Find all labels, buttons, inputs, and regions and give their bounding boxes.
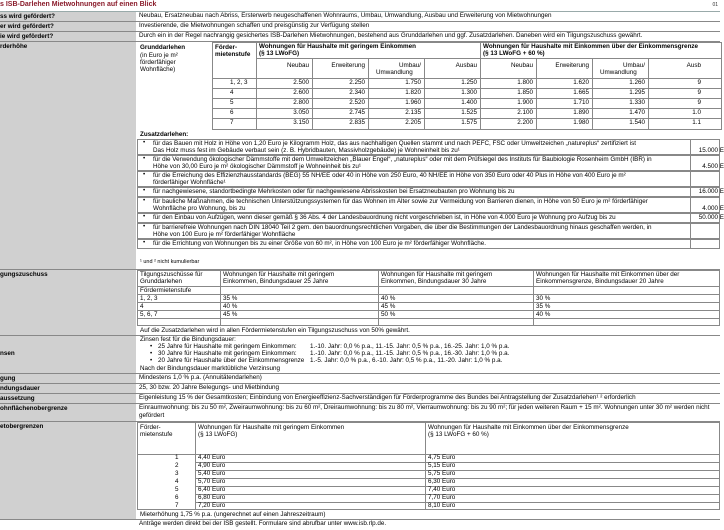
zinsen-item-value: 1.-5. Jahr: 0,0 % p.a., 6.-10. Jahr: 0,5 % p.a., 11.-20. Jahr: 1,0 % p.a. — [310, 357, 503, 364]
table-cell: 1.250 — [461, 79, 477, 86]
bullet: • — [143, 139, 146, 146]
stufe-header: Förder- — [215, 44, 238, 51]
row-label: gung — [0, 374, 136, 383]
table-cell: 1.1 — [692, 119, 701, 126]
table-cell: 5,15 Euro — [428, 462, 456, 469]
row-label: ss wird gefördert? — [0, 12, 136, 21]
table-cell: 4,40 Euro — [198, 454, 226, 461]
table-cell: 45 % — [381, 303, 396, 310]
row-label: ie wird gefördert? — [0, 32, 136, 41]
row-was — [0, 12, 720, 22]
table-cell: 40 % — [536, 311, 551, 318]
group2-header: Wohnungen für Haushalte mit Einkommen über der Einkommensgrenze — [483, 43, 699, 50]
bullet: • — [143, 223, 146, 230]
footnote: ¹ und ² nicht kumulierbar — [140, 259, 200, 265]
row-divider — [195, 470, 720, 471]
table-cell: 6,30 Euro — [428, 478, 456, 485]
zusatz-item-text: für die Errichtung von Wohnungen bis zu einer Größe von 60 m², in Höhe von 100 Euro je m² förderfähiger Wohnfläche. — [153, 240, 486, 247]
row-label: er wird gefördert? — [0, 22, 136, 31]
table-cell: 2.340 — [349, 89, 365, 96]
table-cell: 1, 2, 3 — [230, 79, 248, 86]
row-value: Durch ein in der Regel nachrangig gesichertes ISB-Darlehen Mietwohnungen, bestehend aus Grunddarlehen und ggf. Zusatzdarlehen. Daneben wird ein Tilgungszuschuss gewährt. — [139, 32, 643, 39]
row-tilgung — [0, 374, 720, 384]
grunddarlehen-title: Grunddarlehen — [140, 44, 186, 51]
bullet: • — [143, 197, 146, 204]
table-cell: 7,20 Euro — [198, 502, 226, 509]
zusatz-item-text: für bauliche Maßnahmen, die technischen Unterstützungssystemen für das Wohnen im Alter sowie zur Vermeidung von Barrieren dienen, in Höhe von 50 Euro je m² förderfähiger — [153, 198, 648, 205]
section-tilgungszuschuss — [0, 270, 720, 336]
zusatz-item-amount: 15.000 E — [698, 147, 724, 154]
miete-note: Mieterhöhung 1,75 % p.a. (ungerechnet auf einen Jahreszeitraum) — [140, 511, 326, 518]
zinsen-item-value: 1.-10. Jahr: 0,0 % p.a., 11.-15. Jahr: 0,5 % p.a., 16.-30. Jahr: 1,0 % p.a. — [310, 350, 510, 357]
col-divider — [690, 223, 691, 239]
group1-header: (§ 13 LWoFG) — [259, 50, 300, 57]
miete-header: (§ 13 LWoFG) — [198, 431, 238, 438]
zusatz-item-text: für barrierefreie Wohnungen nach DIN 18040 Teil 2 gem. den bauordnungsrechtlichen Vorgaben, die über die Bestimmungen der Landesbauordnung hinaus geschaffen werden, in — [153, 224, 652, 231]
zusatz-item-text: für den Einbau von Aufzügen, wenn dieser gemäß § 36 Abs. 4 der Landesbauordnung nicht vorgeschrieben ist, in Höhe von 4.000 Euro je Wohnung pro Aufzug bis zu — [153, 214, 616, 221]
table-cell: 6,40 Euro — [198, 486, 226, 493]
table-cell: 2.100 — [517, 109, 533, 116]
column-header: Neubau — [286, 62, 309, 69]
column-header: Erweiterung — [331, 62, 365, 69]
row-value: Investierende, die Mietwohnungen schaffen und preisgünstig zur Verfügung stellen — [139, 22, 370, 29]
table-cell: 2 — [175, 462, 179, 469]
table-cell: 4,90 Euro — [198, 462, 226, 469]
col-divider — [690, 171, 691, 187]
table-cell: 50 % — [381, 311, 396, 318]
zinsen-item-label: 20 Jahre für Haushalte über der Einkommensgrenze — [158, 357, 305, 364]
column-header: Umwandlung — [600, 69, 637, 76]
table-cell: 6,80 Euro — [198, 494, 226, 501]
table-cell: 9 — [697, 99, 701, 106]
zusatz-item-text: für das Bauen mit Holz in Höhe von 1,20 Euro je Kilogramm Holz, das aus nachhaltigen Quellen stammt und nach PEFC, FSC oder Umweltzeichen „natureplus“ zertifiziert ist — [153, 140, 636, 147]
section-zinsen — [0, 336, 720, 374]
table-cell: 2.520 — [349, 99, 365, 106]
tilgung-note: Auf die Zusatzdarlehen wird in allen Fördermietenstufen ein Tilgungszuschuss von 50% gewährt. — [140, 327, 410, 334]
miete-stufe-header: mietenstufe — [140, 431, 173, 438]
zusatz-item-text: Wohnfläche pro Wohnung, bis zu — [153, 205, 246, 212]
table-cell: 5 — [230, 99, 234, 106]
table-cell: 3 — [175, 470, 179, 477]
col-divider — [690, 239, 691, 249]
table-cell: 1.665 — [573, 89, 589, 96]
row-value: Mindestens 1,0 % p.a. (Annuitätendarlehen) — [139, 374, 262, 381]
table-cell: 45 % — [223, 311, 238, 318]
row-wie — [0, 32, 720, 42]
table-cell: 1.400 — [461, 99, 477, 106]
table-cell: 2.835 — [349, 119, 365, 126]
document-title: s ISB-Darlehen Mietwohnungen auf einen Blick — [0, 1, 157, 8]
tilgung-header: Wohnungen für Haushalte mit Einkommen über der — [536, 271, 680, 278]
column-header: Umbau/ — [622, 62, 645, 69]
row-divider — [195, 462, 720, 463]
row-value: Neubau, Ersatzneubau nach Abriss, Ersterwerb neugeschaffenen Wohnraums, Umbau, Umwandlung, Ausbau und Erweiterung von Mietwohnungen — [139, 12, 552, 19]
table-cell: 5,40 Euro — [198, 470, 226, 477]
bullet: • — [150, 343, 153, 350]
table-cell: 9 — [697, 89, 701, 96]
table-cell: 2.500 — [293, 79, 309, 86]
tilgung-header: Wohnungen für Haushalte mit geringem — [223, 271, 335, 278]
table-cell: 35 % — [223, 295, 238, 302]
page-number: 01 — [712, 2, 718, 8]
bullet: • — [143, 187, 146, 194]
zinsen-item-label: 30 Jahre für Haushalte mit geringem Einkommen: — [158, 350, 297, 357]
table-cell: 6 — [230, 109, 234, 116]
table-cell: 7,70 Euro — [428, 494, 456, 501]
table-cell: 2.135 — [405, 109, 421, 116]
table-cell: 7,40 Euro — [428, 486, 456, 493]
table-cell: 35 % — [536, 303, 551, 310]
zinsen-item-value: 1.-10. Jahr: 0,0 % p.a., 11.-15. Jahr: 0,5 % p.a., 16.-25. Jahr: 1,0 % p.a. — [310, 343, 510, 350]
table-cell: 1.750 — [405, 79, 421, 86]
table-cell: 1.540 — [629, 119, 645, 126]
tilgung-header: Wohnungen für Haushalte mit geringem — [381, 271, 493, 278]
column-header: Umwandlung — [376, 69, 413, 76]
tilgung-header: Grunddarlehen — [140, 278, 183, 285]
row-label: gungszuschuss — [0, 270, 136, 335]
table-cell: 5, 6, 7 — [140, 311, 158, 318]
table-cell: 2.205 — [405, 119, 421, 126]
table-cell: 1.330 — [629, 99, 645, 106]
table-cell: 4,75 Euro — [428, 454, 456, 461]
zusatz-item-amount: 4.500 E — [702, 163, 724, 170]
table-cell: 1.960 — [405, 99, 421, 106]
zusatz-item-amount: 50.000 E — [698, 214, 724, 221]
table-cell: 1.575 — [461, 119, 477, 126]
bullet: • — [143, 155, 146, 162]
tilgung-stufe-label: Fördermietenstufe — [140, 287, 192, 294]
section-mietobergrenzen — [0, 422, 720, 520]
table-cell: 1.525 — [461, 109, 477, 116]
table-cell: 1.820 — [405, 89, 421, 96]
row-label: nsen — [0, 336, 136, 373]
table-cell: 1.295 — [629, 89, 645, 96]
table-cell: 7 — [230, 119, 234, 126]
table-cell: 5,75 Euro — [428, 470, 456, 477]
row-divider — [195, 494, 720, 495]
zinsen-item-label: 25 Jahre für Haushalte mit geringem Einkommen: — [158, 343, 297, 350]
table-cell: 2.250 — [349, 79, 365, 86]
table-cell: 1, 2, 3 — [140, 295, 158, 302]
row-wer — [0, 22, 720, 32]
table-cell: 5,70 Euro — [198, 478, 226, 485]
zusatz-item-text: Höhe von 30,00 Euro je m² ökologischer Dämmstoff je Wohneinheit bis zu¹ — [153, 163, 362, 170]
bullet: • — [143, 239, 146, 246]
zusatz-item-text: für die Verwendung ökologischer Dämmstoffe mit dem Umweltzeichen „Blauer Engel“, „natureplus“ oder mit dem Prüfsiegel des Instituts für Baubiologie Rosenheim GmbH (IBR) in — [153, 156, 652, 163]
row-label: ohnflächenobergrenze — [0, 404, 136, 421]
group1-header: Wohnungen für Haushalte mit geringem Einkommen — [259, 43, 416, 50]
table-cell: 9 — [697, 79, 701, 86]
table-cell: 1.800 — [517, 79, 533, 86]
row-divider — [195, 502, 720, 503]
table-cell: 4 — [140, 303, 144, 310]
tilgung-header: Tilgungszuschüsse für — [140, 271, 203, 278]
zusatz-item-text: Höhe von 100 Euro je m² förderfähiger Wohnfläche — [153, 231, 296, 238]
table-cell: 7 — [175, 502, 179, 509]
row-voraussetzung — [0, 394, 720, 404]
table-cell: 3.150 — [293, 119, 309, 126]
table-cell: 40 % — [381, 295, 396, 302]
table-cell: 1.470 — [629, 109, 645, 116]
table-cell: 2.200 — [517, 119, 533, 126]
zusatz-item-text: Das Holz muss fest im Gebäude verbaut sein (z. B. Hybridbauten, Massivholzgebäude) je Wohneinheit bis zu¹ — [153, 147, 460, 154]
miete-header: Wohnungen für Haushalte mit Einkommen über der Einkommensgrenze — [428, 424, 629, 431]
table-cell: 5 — [175, 486, 179, 493]
row-bindungsdauer — [0, 384, 720, 394]
zusatz-item-amount: 4.000 E — [702, 205, 724, 212]
table-cell: 1.300 — [461, 89, 477, 96]
table-cell: 6 — [175, 494, 179, 501]
grunddarlehen-sub: förderfähiger — [140, 59, 176, 66]
group2-header: (§ 13 LWoFG + 60 %) — [483, 50, 545, 57]
bullet: • — [150, 350, 153, 357]
stufe-header: mietenstufe — [215, 51, 251, 58]
table-cell: 4 — [175, 478, 179, 485]
row-label: ndungsdauer — [0, 384, 136, 393]
bullet: • — [143, 213, 146, 220]
zinsen-outro: Nach der Bindungsdauer marktübliche Verzinsung — [140, 365, 281, 372]
column-header: Ausbau — [455, 62, 477, 69]
grunddarlehen-sub: (in Euro je m² — [140, 52, 178, 59]
table-cell: 1.260 — [629, 79, 645, 86]
row-wohnflaeche — [0, 404, 720, 422]
tilgung-header: Einkommensgrenze, Bindungsdauer 20 Jahre — [536, 278, 664, 285]
miete-header: Wohnungen für Haushalte mit geringem Einkommen — [198, 424, 345, 431]
table-cell: 2.745 — [349, 109, 365, 116]
zusatz-item-text: für nachgewiesene, standortbedingte Mehrkosten oder für nachgewiesene Abrisskosten bei Ersatzneubauten pro Wohnung bis zu — [153, 188, 515, 195]
column-header: Erweiterung — [555, 62, 589, 69]
zusatz-item-text: für die Erreichung des Effizienzhausstandards (BEG) 55 NH/EE oder 40 in Höhe von 250 Euro, 40 NH/EE in Höhe von 350 Euro oder 40 Plus in Höhe von 400 Euro je m² — [153, 172, 626, 179]
table-cell: 4 — [230, 89, 234, 96]
table-cell: 1.980 — [573, 119, 589, 126]
zusatzdarlehen-title: Zusatzdarlehen: — [140, 131, 189, 138]
zinsen-intro: Zinsen fest für die Bindungsdauer: — [140, 336, 236, 343]
row-label: aussetzung — [0, 394, 136, 403]
bullet: • — [143, 171, 146, 178]
tilgung-header: Einkommen, Bindungsdauer 30 Jahre — [381, 278, 487, 285]
column-header: Umbau/ — [398, 62, 421, 69]
miete-stufe-header: Förder- — [140, 424, 161, 431]
grunddarlehen-sub: Wohnfläche) — [140, 66, 176, 73]
row-value: Einraumwohnung: bis zu 50 m², Zweiraumwohnung: bis zu 60 m², Dreiraumwohnung: bis zu 80 m², Vierraumwohnung: bis zu 90 m²; für jeden weiteren Raum + 15 m². Wohnungen unter 30 m² werden nicht — [139, 404, 710, 411]
table-cell: 3.050 — [293, 109, 309, 116]
row-divider — [195, 478, 720, 479]
row-value: Anträge werden direkt bei der ISB gestellt. Formulare sind abrufbar unter www.isb.rlp.de. — [139, 520, 387, 527]
table-cell: 1 — [175, 454, 179, 461]
table-cell: 1.0 — [692, 109, 701, 116]
zusatz-item-text: förderfähiger Wohnfläche¹ — [153, 179, 226, 186]
table-cell: 2.600 — [293, 89, 309, 96]
column-header: Neubau — [510, 62, 533, 69]
row-label: etobergrenzen — [0, 422, 136, 519]
bullet: • — [150, 357, 153, 364]
row-divider — [195, 486, 720, 487]
section-foerderhoehe — [0, 42, 724, 270]
zusatz-item-amount: 16.000 E — [698, 188, 724, 195]
row-label: rderhöhe — [0, 42, 136, 269]
miete-header: (§ 13 LWoFG + 60 %) — [428, 431, 489, 438]
table-cell: 40 % — [223, 303, 238, 310]
tilgung-header: Einkommen, Bindungsdauer 25 Jahre — [223, 278, 329, 285]
column-header: Ausb — [686, 62, 701, 69]
row-value: 25, 30 bzw. 20 Jahre Belegungs- und Mietbindung — [139, 384, 280, 391]
table-cell: 30 % — [536, 295, 551, 302]
row-value: gefördert — [139, 412, 165, 419]
table-cell: 1.850 — [517, 89, 533, 96]
row-value: Eigenleistung 15 % der Gesamtkosten; Einbindung von Energieeffizienz-Sachverständigen für Förderprogramme des Bundes bei Antragstellung der Zusatzdarlehen¹ ² erforderlich — [139, 394, 636, 401]
table-cell: 1.620 — [573, 79, 589, 86]
table-cell: 1.900 — [517, 99, 533, 106]
row-antrag — [0, 520, 720, 529]
document-header — [0, 0, 720, 12]
table-cell: 8,10 Euro — [428, 502, 456, 509]
table-cell: 1.710 — [573, 99, 589, 106]
table-cell: 1.890 — [573, 109, 589, 116]
table-cell: 2.800 — [293, 99, 309, 106]
